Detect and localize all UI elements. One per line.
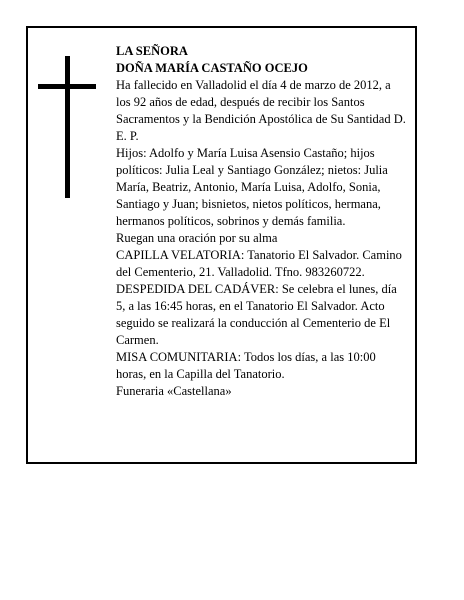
notice-title: LA SEÑORA [116,44,188,58]
death-announcement: Ha fallecido en Valladolid el día 4 de marzo de 2012, a los 92 años de edad, después de recibir los Santos Sacramentos y la Bendición Apostólica de Su Santidad D. E. P. [116,78,406,143]
cross-horizontal-bar [38,84,96,89]
obituary-text [116,43,408,400]
chapel-info: CAPILLA VELATORIA: Tanatorio El Salvador. Camino del Cementerio, 21. Valladolid. Tfno. 983260722. [116,248,402,279]
funeral-home: Funeraria «Castellana» [116,384,232,398]
farewell-info: DESPEDIDA DEL CADÁVER: Se celebra el lunes, día 5, a las 16:45 horas, en el Tanatorio El Salvador. Acto seguido se realizará la conducción al Cementerio de El Carmen. [116,282,397,347]
mass-info: MISA COMUNITARIA: Todos los días, a las 10:00 horas, en la Capilla del Tanatorio. [116,350,376,381]
cross-icon [38,56,96,198]
prayer-request: Ruegan una oración por su alma [116,231,278,245]
family-list: Hijos: Adolfo y María Luisa Asensio Castaño; hijos políticos: Julia Leal y Santiago González; nietos: Julia María, Beatriz, Antonio, María Luisa, Adolfo, Sonia, Santiago y Juan; bisnietos, nietos políticos, hermana, hermanos políticos, sobrinos y demás familia. [116,146,388,228]
obituary-frame [26,26,417,464]
cross-vertical-bar [65,56,70,198]
deceased-name: DOÑA MARÍA CASTAÑO OCEJO [116,61,308,75]
